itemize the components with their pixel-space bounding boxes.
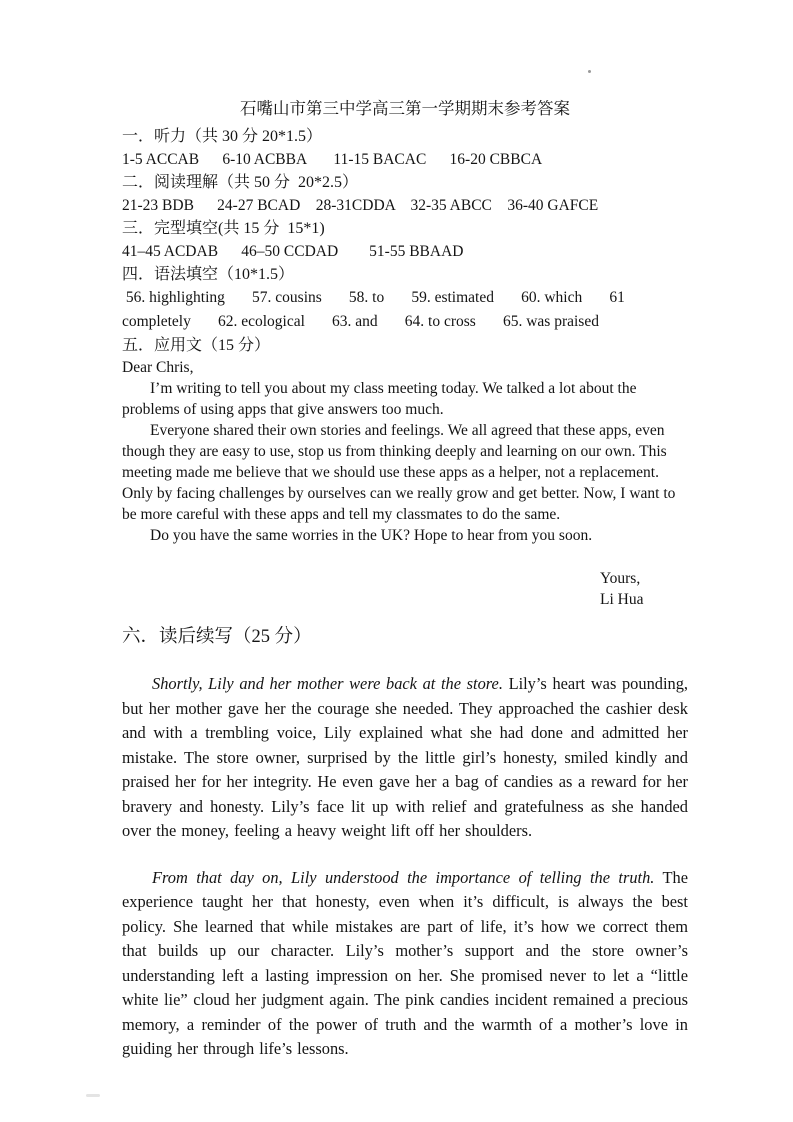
essay-closing: Yours, bbox=[600, 570, 641, 587]
essay-closing-block bbox=[122, 568, 688, 610]
essay-paragraph: I’m writing to tell you about my class meeting today. We talked a lot about the problems of using apps that give answers too much. bbox=[122, 380, 637, 418]
continuation-paragraph bbox=[122, 672, 688, 844]
continuation-paragraph bbox=[122, 866, 688, 1062]
section-reading-heading: 二．阅读理解（共 50 分 20*2.5） bbox=[122, 174, 359, 191]
continuation-body-text: Lily’s heart was pounding, but her mother gave her the courage she needed. They approached the cashier desk and with a trembling voice, Lily explained what she had done and admitted her mistake. The store owner, surprised by the little girl’s honesty, smiled kindly and praised her for her integrity. He even gave her a bag of candies as a reward for her bravery and honesty. Lily’s face lit up with relief and gratefulness as she handed over the money, feeling a heavy weight lift off her shoulders. bbox=[122, 674, 688, 840]
section-essay-heading: 五．应用文（15 分） bbox=[122, 337, 271, 354]
section-listening-heading: 一．听力（共 30 分 20*1.5） bbox=[122, 128, 323, 145]
continuation-lead-sentence: Shortly, Lily and her mother were back at the store. bbox=[152, 674, 503, 693]
scan-artifact-dot bbox=[588, 70, 591, 73]
continuation-body-text: The experience taught her that honesty, even when it’s difficult, is always the best policy. She learned that while mistakes are part of life, it’s how we correct them that builds up our character. Lily’s mother’s support and the store owner’s understanding left a lasting impression on her. She promised never to let a “little white lie” cloud her judgment again. The pink candies incident remained a precious memory, a reminder of the power of truth and the warmth of a mother’s love in guiding her through life’s lessons. bbox=[122, 867, 688, 1058]
document-content bbox=[122, 98, 688, 1062]
cloze-answers: 41–45 ACDAB 46–50 CCDAD 51-55 BBAAD bbox=[122, 243, 464, 260]
continuation-lead-sentence: From that day on, Lily understood the importance of telling the truth. bbox=[152, 867, 655, 887]
section-grammar-heading: 四．语法填空（10*1.5） bbox=[122, 266, 295, 283]
reading-answers: 21-23 BDB 24-27 BCAD 28-31CDDA 32-35 ABCC 36-40 GAFCE bbox=[122, 197, 599, 214]
section-cloze-heading: 三．完型填空(共 15 分 15*1) bbox=[122, 220, 325, 237]
grammar-answers-line-2: completely 62. ecological 63. and 64. to cross 65. was praised bbox=[122, 313, 599, 330]
section-continuation-heading: 六．读后续写（25 分） bbox=[122, 627, 312, 647]
essay-paragraph: Everyone shared their own stories and feelings. We all agreed that these apps, even though they are easy to use, stop us from thinking deeply and learning on our own. This meeting made me believe that we should use these apps as a helper, not a replacement. Only by facing challenges by ourselves can we really grow and get better. Now, I want to be more careful with these apps and tell my classmates to do the same. bbox=[122, 422, 676, 523]
scan-artifact-smudge bbox=[86, 1094, 100, 1097]
essay-salutation: Dear Chris, bbox=[122, 359, 194, 376]
essay-paragraph: Do you have the same worries in the UK? Hope to hear from you soon. bbox=[150, 527, 593, 544]
grammar-answers-line-1: 56. highlighting 57. cousins 58. to 59. estimated 60. which 61 bbox=[122, 289, 625, 306]
essay-signature: Li Hua bbox=[600, 591, 644, 608]
listening-answers: 1-5 ACCAB 6-10 ACBBA 11-15 BACAC 16-20 CBBCA bbox=[122, 151, 543, 168]
page-title: 石嘴山市第三中学高三第一学期期末参考答案 bbox=[240, 99, 570, 118]
